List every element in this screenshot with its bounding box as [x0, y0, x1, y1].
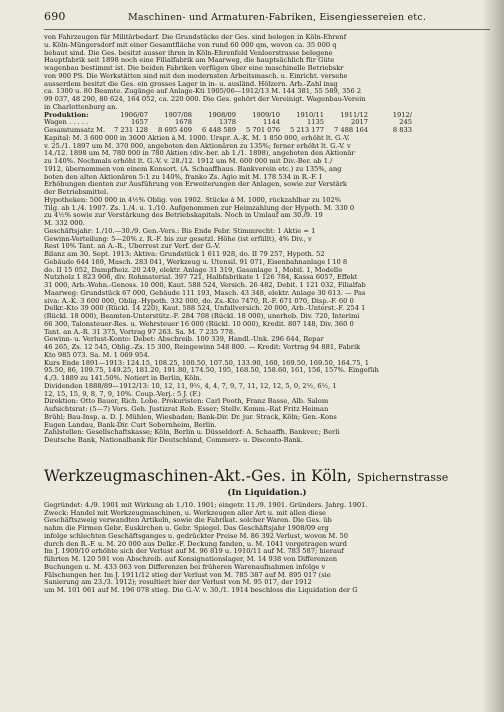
text-line: bebaut sind. Die Ges. besitzt ausser ihren in Köln-Ehrenfeld Venloerstrasse belegene [44, 49, 333, 57]
text-line: 66 300, Talonsteuer-Res. u. Wehrsteuer 16 000 (Rückl. 10 000), Kredit. 807 148, Div. 360 0 [44, 320, 354, 328]
company-name: Werkzeugmaschinen-Akt.-Ges. in Köln, [44, 466, 352, 485]
text-line: Dividenden 1888/89—1912/13: 10, 12, 11, 9½, 4, 4, 7, 9, 7, 11, 12, 12, 5, 0, 2½, 6½, 1 [44, 382, 337, 390]
company-status: (In Liquidation.) [227, 487, 307, 498]
text-line: durch den R.-F. u. M. 20 000 aus Delkr.-F. Deckung fanden, u. M. 1041 vorgetragen wurd [44, 540, 347, 548]
text-line: Tilg. ab 1./4. 1907. Zs. 1./4. u. 1./10. Aufgenommen zur Heimzahlung der Hypoth. M. 330 0 [44, 204, 355, 212]
text-line: Hauptfabrik seit 1898 noch eine Filialfabrik am Maarweg, die hauptsächlich für Güte [44, 57, 335, 65]
table-cell: 1678 [174, 118, 192, 127]
text-line: boten den alten Aktionären 5:1 zu 140%, franko Zs. Agio mit M. 178 534 in R.-F. I [44, 173, 322, 181]
text-line: nahm die Firmen Gebr. Euskirchen u. Gebr. Spiegel. Das Geschäftsjahr 1908/09 erg [44, 525, 329, 532]
text-line: siva: A.-K. 3 600 000, Oblig.-Hypoth. 332 000, do. Zs.-Kto 7470, R.-F. 671 070, Disp.-F. 60 0 [44, 297, 354, 305]
table-year-header: 1911/12 [340, 110, 368, 119]
text-line: Tant. an A.-R. 31 375, Vortrag 97 263. Sa. M. 7 235 778. [44, 328, 236, 336]
table-cell: 245 [399, 118, 412, 127]
text-line: 12, 15, 15, 9, 8, 7, 9, 10%. Coup.-Verj.: 5 J. (F.) [44, 390, 201, 398]
text-line: Bilanz am 30. Sept. 1913: Aktiva: Grundstück 1 611 928, do. II 79 257, Hypoth. 52 [44, 251, 325, 258]
text-line: 31 000, Arb.-Wohn.-Genoss. 10 000, Kaut. 588 524, Versich. 26 482, Debit. 1 121 032, Filialfab [44, 282, 366, 289]
table-cell: 5 213 177 [289, 126, 324, 134]
text-line: Eugen Landau, Bank-Dir. Curt Sobernheim, Berlin. [44, 421, 217, 429]
table-cell: 8 695 409 [157, 126, 192, 134]
text-line: von Fahrzeugen für Militärbedarf. Die Grundstücke der Ges. sind belegen in Köln-Ehrenf [44, 34, 347, 41]
text-line: Gewinn- u. Verlust-Konto: Debet: Abschreib. 100 339, Handl.-Unk. 296 644, Repar [44, 336, 324, 344]
text-line: Rest 10% Tant. an A.-R., Überrest zur Verf. der G.-V. [44, 243, 221, 251]
table-row [44, 127, 490, 135]
table-year-header: 1906/07 [120, 110, 148, 119]
table-year-header: 1912/ [392, 110, 412, 119]
text-line: 14./12. 1898 um M. 780 000 in 780 Aktien (div.-ber. ab 1./1. 1898), angeboten den Aktionär [44, 150, 355, 158]
table-cell: 1657 [130, 118, 148, 127]
text-line: do. II 15 052, Dampfheiz. 20 249, elektr. Anlage 31 319, Gasanlage 1, Mobil. 1, Modelle [44, 266, 343, 274]
table-cell: 5 701 076 [245, 126, 280, 134]
header-rule [44, 29, 490, 30]
table-row-label: Wagen . . . . . [44, 118, 89, 127]
text-line: ca. 1300 u. 80 Beamte. Zugänge auf Anlage-Kti 1905/06—1912/13 M. 144 381, 55 589, 356 2 [44, 88, 362, 96]
text-line: Sanierung am 23./3. 1912); resultiert hier der Verlust von M. 95 017, der 1912 [44, 579, 312, 587]
text-line: Direktion: Otto Bauer, Rich. Lobe. Prokuristen: Carl Pooth, Franz Basse, Alb. Salom [44, 398, 329, 406]
text-line: Zweck: Handel mit Werkzeugmaschinen, u. Werkzeugen aller Art u. mit allen diese [44, 509, 327, 517]
text-line: infolge schlechten Geschäftsganges u. gedrückter Preise M. 86 392 Verlust, wovon M. 50 [44, 532, 348, 540]
text-line: 99 037, 48 290, 80 624, 164 052, ca. 220 000. Die Ges. gehört der Vereinigt. Wagenbau-Verein [44, 96, 366, 103]
text-line: Aufsichtsrat: (5—7) Vors. Geh. Justizrat Rob. Esser; Stellv. Komm.-Rat Fritz Heiman [44, 406, 329, 413]
text-line: wagenbau bestimmt ist. Die beiden Fabriken verfügen über eine maschinelle Betriebskr [44, 65, 344, 72]
page-number: 690 [44, 10, 66, 23]
text-line: M. 332 000. [44, 220, 85, 227]
text-line: führten M. 120 591 von Abschreib. auf Konsignationslager, M. 14 938 von Differenzen [44, 556, 338, 563]
table-cell: 6 448 589 [201, 126, 236, 134]
company-street: Spichernstrasse [356, 470, 449, 484]
table-cell: 1378 [218, 118, 236, 127]
text-line: Zahlstellen: Gesellschaftskasse; Köln, Berlin u. Düsseldorf: A. Schaaffh. Bankver.; Berli [44, 429, 340, 437]
text-line: zu 140%. Nochmals erhöht lt. G.-V. v. 28./12. 1912 um M. 600 000 mit Div.-Ber. ab 1./ [44, 158, 333, 165]
table-year-header: 1910/11 [296, 110, 324, 119]
table-year-header: 1907/08 [164, 110, 192, 119]
company-paragraph [44, 502, 490, 595]
text-line: 46 265, Zs. 12 545, Oblig.-Zs. 15 300, Reingewinn 548 800. — Kredit: Vortrag 94 881, Fabrik [44, 344, 361, 351]
page-gutter-shadow [482, 0, 504, 712]
text-line: Nutzholz 1 823 906, div. Rohmaterial. 397 721, Halbfabrikate 1 126 784, Kassa 6057, Effekt [44, 274, 358, 282]
table-cell: 7 231 128 [113, 126, 148, 134]
text-line: Geschäftsjahr: 1./10.—30./9. Gen.-Vers.: Bis Ende Febr. Stimmrecht: 1 Aktie = 1 [44, 227, 316, 235]
text-line: Delkr.-Kto 39 000 (Rückl. 14 220), Kaut. 588 524, Unfallversich. 20 000, Arb.-Unterst.-F. 254 1 [44, 305, 366, 313]
text-line: 4./3. 1889 zu 141.50%. Notiert in Berlin, Köln. [44, 375, 202, 382]
text-line: Fälschungen her. Im J. 1911/12 stieg der Verlust von M. 785 387 auf M. 895 017 (sie [44, 571, 331, 579]
table-year-header: 1909/10 [252, 110, 280, 119]
text-line: 95.50, 86, 109.75, 149.25, 181.20, 191.80, 174.50, 195, 168.50, 158.60, 161, 156, 157%. Eingefüh [44, 367, 379, 375]
table-cell: 1135 [306, 118, 324, 127]
table-header-label: Produktion: [44, 110, 89, 119]
text-line: Brühl; Bau-Insp. a. D. J. Mühlen, Wiesbaden; Bank-Dir. Dr. jur. Strack, Köln; Gen.-Kons [44, 413, 337, 421]
text-line: Kto 985 073. Sa. M. 1 069 954. [44, 351, 150, 359]
text-line: zu 4½% sowie zur Verstärkung des Betriebskapitals. Noch in Umlauf am 30./9. 19 [44, 212, 323, 220]
table-year-header: 1908/09 [208, 110, 236, 119]
text-line: u. Köln-Müngersdorf mit einer Gesamtfläche von rund 60 000 qm, wovon ca. 35 000 q [44, 41, 337, 49]
company-heading [44, 467, 490, 487]
table-cell: 8 833 [392, 126, 412, 134]
text-line: Hypotheken: 500 000 in 4½% Oblig. von 1902. Stücke à M. 1000, rückzahlbar zu 102% [44, 196, 342, 204]
top-paragraph [44, 34, 490, 112]
text-line: Gegründet: 4./9. 1901 mit Wirkung ab 1./10. 1901; eingetr. 11./9. 1901. Gründers. Jahrg. 1901. [44, 501, 368, 509]
table-cell: 2017 [350, 118, 368, 127]
finance-paragraph [44, 135, 490, 445]
text-line: 1912, übernommen von einem Konsort. (A. Schaaffhaus. Bankverein etc.) zu 135%, ang [44, 165, 342, 173]
text-line: Im J. 1909/10 erhöhte sich der Verlust auf M. 96 819 u. 1910/11 auf M. 783 587; hierauf [44, 548, 344, 556]
text-line: der Betriebsmittel. [44, 189, 109, 196]
text-line: Kurs Ende 1891—1913: 124.15, 108.25, 100.50, 107.50, 133.90, 160, 169.50, 169.50, 164.75, 1 [44, 359, 370, 367]
text-line: (Rückl. 18 000), Beamten-Unterstütz.-F. 284 708 (Rückl. 18 000), unerhob. Div. 720, Interimi [44, 313, 360, 320]
text-line: Erhöhungen dienten zur Ausführung von Erweiterungen der Anlagen, sowie zur Verstärk [44, 181, 347, 189]
text-line: von 900 PS. Die Werkstätten sind mit den modernsten Arbeitsmasch. u. Einricht. versehe [44, 72, 348, 80]
text-line: v. 25./1. 1897 um M. 370 000, angeboten den Aktionären zu 135%; ferner erhöht lt. G.-V. v [44, 142, 351, 150]
text-line: in Charlottenburg an. [44, 103, 118, 111]
text-line: ausserdem besitzt die Ges. ein grosses Lager in in- u. ausländ. Hölzern. Arb.-Zahl insg [44, 80, 338, 88]
text-line: Geschäftszweig verwandten Artikeln, sowie die Fabrikat. solcher Waren. Die Ges. üb [44, 517, 332, 525]
running-title: Maschinen- und Armaturen-Fabriken, Eisengiessereien etc. [127, 12, 427, 23]
text-line: Buchungen u. M. 433 063 von Differenzen bei früheren Warenaufnahmen infolge v [44, 563, 326, 571]
text-line: Gewinn-Verteilung: 5—20% z. R.-F. bis zur gesetzl. Höhe (ist erfüllt), 4% Div., v [44, 235, 312, 243]
production-table [44, 112, 490, 135]
text-line: Maarweg: Grundstück 67 000, Gebäude 111 193, Masch. 43 348, elektr. Anlage 30 613. — Pas [44, 289, 366, 297]
table-cell: 7 488 164 [333, 126, 368, 134]
text-line: Deutsche Bank, Nationalbank für Deutschland, Commerz- u. Disconto-Bank. [44, 437, 303, 444]
table-cell: 1144 [262, 118, 280, 127]
text-line: Kapital: M. 3 600 000 in 3600 Aktien à M. 1000. Urspr. A.-K. M. 1 850 000, erhöht lt. G.-V. [44, 134, 350, 142]
document-page [44, 10, 490, 710]
table-row-label: Gesamtumsatz M. [44, 126, 106, 134]
text-line: Gebäude 644 169, Masch. 283 041, Werkzeug u. Utensil. 91 071, Eisenbahnanlage I 10 8 [44, 258, 348, 266]
page-header [44, 10, 490, 26]
text-line: um M. 101 061 auf M. 196 078 stieg. Die G.-V. v. 30./1. 1914 beschloss die Liquidation der G [44, 587, 358, 594]
